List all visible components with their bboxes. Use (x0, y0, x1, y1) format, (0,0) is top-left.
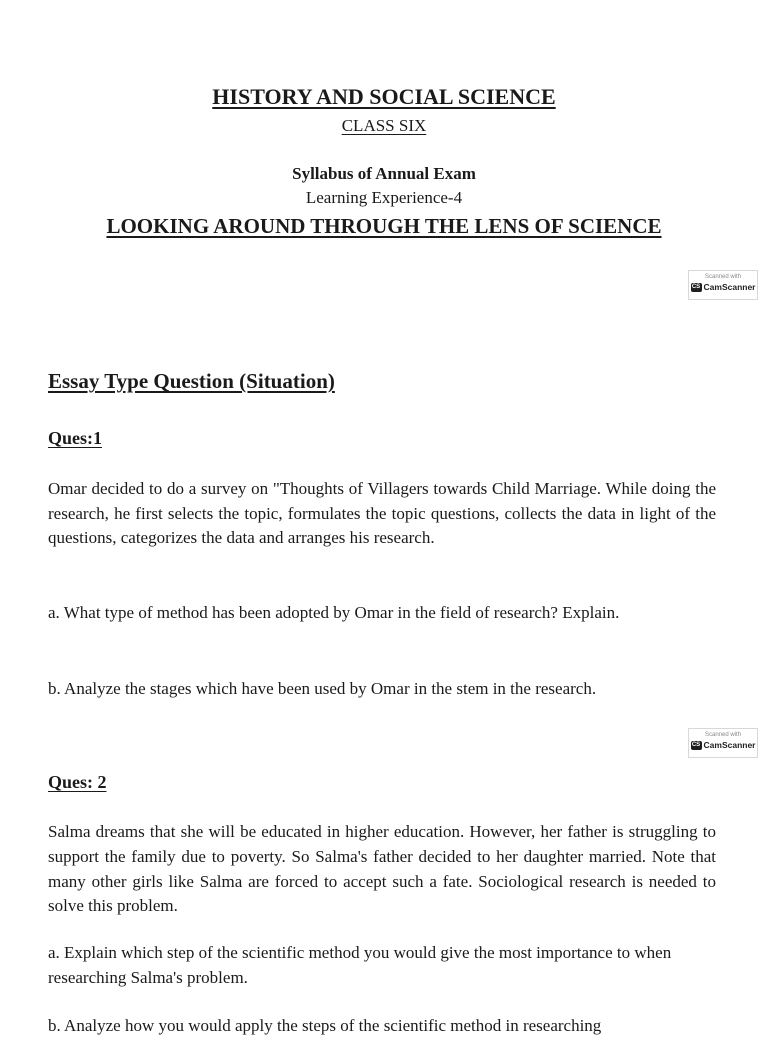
syllabus-label: Syllabus of Annual Exam (292, 164, 476, 183)
section-heading: Essay Type Question (Situation) (48, 369, 335, 393)
watermark-brand: CamScanner (703, 282, 756, 292)
chapter-title: LOOKING AROUND THROUGH THE LENS OF SCIENCE (106, 214, 662, 238)
question-2-text: Salma dreams that she will be educated in higher education. However, her father is struggling to support the family due to poverty. So Salma's father decided to her daughter married. Note that many other girls like Salma are forced to accept such a fate. Sociological research is needed to solve this problem. (48, 822, 716, 916)
question-2-label: Ques: 2 (48, 772, 107, 792)
experience-label: Learning Experience-4 (305, 188, 463, 207)
camscanner-watermark (688, 728, 758, 758)
watermark-caption: Scanned with (704, 274, 742, 280)
watermark-brand: CamScanner (703, 740, 756, 750)
question-1-label: Ques:1 (48, 428, 102, 448)
question-2b: b. Analyze how you would apply the steps of the scientific method in researching (48, 1016, 602, 1035)
watermark-caption: Scanned with (704, 732, 742, 738)
document-title: HISTORY AND SOCIAL SCIENCE (212, 84, 556, 109)
question-1b: b. Analyze the stages which have been used by Omar in the stem in the research. (48, 679, 597, 698)
class-label: CLASS SIX (341, 116, 427, 135)
question-2a: a. Explain which step of the scientific method you would give the most importance to when researching Salma's problem. (48, 943, 672, 987)
camscanner-watermark (688, 270, 758, 300)
camscanner-logo-icon: CS (691, 283, 701, 290)
question-1-text: Omar decided to do a survey on "Thoughts of Villagers towards Child Marriage. While doing the research, he first selects the topic, formulates the topic questions, collects the data in light of the questions, categorizes the data and arranges his research. (48, 479, 716, 547)
question-1a: a. What type of method has been adopted by Omar in the field of research? Explain. (48, 603, 620, 622)
camscanner-logo-icon: CS (691, 741, 701, 748)
